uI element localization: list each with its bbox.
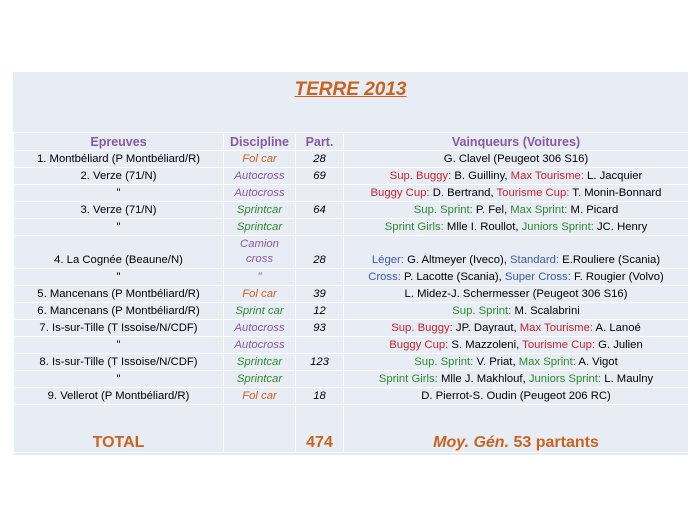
winner-category-label: Max Tourisme: <box>519 322 596 334</box>
header-discipline: Discipline <box>224 133 296 151</box>
epreuve-cell: 3. Verze (71/N) <box>14 202 224 219</box>
epreuve-cell: 2. Verze (71/N) <box>14 168 224 185</box>
participants-cell: 28 <box>296 151 344 168</box>
table-row <box>14 388 689 405</box>
discipline-cell: Fol car <box>224 151 296 168</box>
epreuve-cell: 9. Vellerot (P Montbéliard/R) <box>14 388 224 405</box>
winner-category-label: Super Cross: <box>504 271 574 283</box>
participants-cell: 64 <box>296 202 344 219</box>
winners-cell <box>344 371 689 388</box>
table-header-row <box>14 133 689 151</box>
winner-name: Mlle I. Roullot, <box>446 221 522 233</box>
winner-category-label: Sup. Buggy: <box>391 322 456 334</box>
table-row <box>14 320 689 337</box>
winner-category-label: Juniors Sprint: <box>521 221 597 233</box>
table-row <box>14 151 689 168</box>
winner-name: A. Vigot <box>578 356 618 368</box>
table-row <box>14 202 689 219</box>
winner-name: G. Altmeyer (Iveco), <box>407 254 511 266</box>
title-text: TERRE 2013 <box>294 79 407 100</box>
epreuve-cell: " <box>14 269 224 286</box>
winners-cell <box>344 320 689 337</box>
participants-cell: 12 <box>296 303 344 320</box>
header-vainqueurs: Vainqueurs (Voitures) <box>344 133 689 151</box>
discipline-cell: " <box>224 269 296 286</box>
epreuve-cell: " <box>14 371 224 388</box>
winner-name: JC. Henry <box>597 221 648 233</box>
discipline-cell: Autocross <box>224 320 296 337</box>
winners-cell <box>344 236 689 269</box>
discipline-cell: Camion cross <box>224 236 296 269</box>
winner-name: Mlle J. Makhlouf, <box>440 373 529 385</box>
winner-name: L. Maulny <box>604 373 654 385</box>
winner-name: T. Monin-Bonnard <box>572 187 662 199</box>
discipline-cell: Autocross <box>224 168 296 185</box>
winners-cell <box>344 219 689 236</box>
winner-category-label: Buggy Cup: <box>389 339 452 351</box>
discipline-cell: Fol car <box>224 388 296 405</box>
total-spacer <box>224 405 296 453</box>
winner-category-label: Tourisme Cup: <box>522 339 599 351</box>
average-label: Moy. Gén. <box>433 434 510 451</box>
winner-category-label: Cross: <box>368 271 404 283</box>
table-row <box>14 269 689 286</box>
winner-category-label: Sprint Girls: <box>384 221 447 233</box>
results-sheet <box>13 72 688 455</box>
epreuve-cell: " <box>14 219 224 236</box>
winner-category-label: Tourisme Cup: <box>496 187 573 199</box>
winner-name: M. Scalabrini <box>514 305 580 317</box>
winner-name: E.Rouliere (Scania) <box>562 254 661 266</box>
table-row <box>14 303 689 320</box>
participants-cell <box>296 219 344 236</box>
discipline-cell: Sprint car <box>224 303 296 320</box>
header-part: Part. <box>296 133 344 151</box>
winner-name: P. Lacotte (Scania), <box>404 271 505 283</box>
epreuve-cell: 1. Montbéliard (P Montbéliard/R) <box>14 151 224 168</box>
participants-cell: 39 <box>296 286 344 303</box>
table-row <box>14 168 689 185</box>
winner-name: S. Mazzoleni, <box>451 339 523 351</box>
winners-cell <box>344 151 689 168</box>
winner-category-label: Sprint Girls: <box>378 373 441 385</box>
winner-category-label: Léger: <box>371 254 408 266</box>
winners-cell <box>344 286 689 303</box>
table-row <box>14 185 689 202</box>
total-participants: 474 <box>296 405 344 453</box>
epreuve-cell: 8. Is-sur-Tille (T Issoise/N/CDF) <box>14 354 224 371</box>
winners-cell <box>344 388 689 405</box>
average-cell <box>344 405 689 453</box>
discipline-cell: Autocross <box>224 185 296 202</box>
participants-cell: 69 <box>296 168 344 185</box>
total-label: TOTAL <box>14 405 224 453</box>
total-row <box>14 405 689 453</box>
epreuve-cell: 7. Is-sur-Tille (T Issoise/N/CDF) <box>14 320 224 337</box>
table-row <box>14 236 689 269</box>
participants-cell: 93 <box>296 320 344 337</box>
discipline-cell: Sprintcar <box>224 219 296 236</box>
discipline-cell: Sprintcar <box>224 371 296 388</box>
winner-category-label: Max Sprint: <box>510 204 571 216</box>
winner-name: L. Midez-J. Schermesser (Peugeot 306 S16) <box>404 288 628 300</box>
winner-category-label: Max Tourisme: <box>510 170 588 182</box>
winner-name: B. Guilliny, <box>454 170 511 182</box>
discipline-cell: Sprintcar <box>224 202 296 219</box>
participants-cell: 123 <box>296 354 344 371</box>
winner-name: D. Bertrand, <box>432 187 497 199</box>
discipline-cell: Fol car <box>224 286 296 303</box>
winner-name: A. Lanoé <box>595 322 641 334</box>
winners-cell <box>344 337 689 354</box>
winner-category-label: Juniors Sprint: <box>528 373 605 385</box>
epreuve-cell: " <box>14 185 224 202</box>
table-row <box>14 286 689 303</box>
winner-name: G. Julien <box>598 339 643 351</box>
winners-cell <box>344 303 689 320</box>
results-table <box>13 132 689 453</box>
winner-name: G. Clavel (Peugeot 306 S16) <box>443 153 589 165</box>
winner-name: D. Pierrot-S. Oudin (Peugeot 206 RC) <box>421 390 611 402</box>
participants-cell <box>296 185 344 202</box>
winner-name: L. Jacquier <box>587 170 643 182</box>
discipline-cell: Autocross <box>224 337 296 354</box>
winners-cell <box>344 354 689 371</box>
winners-cell <box>344 168 689 185</box>
winner-name: M. Picard <box>570 204 619 216</box>
winner-name: V. Priat, <box>476 356 519 368</box>
participants-cell <box>296 371 344 388</box>
table-row <box>14 354 689 371</box>
table-row <box>14 219 689 236</box>
participants-cell <box>296 269 344 286</box>
winner-category-label: Buggy Cup: <box>370 187 433 199</box>
winner-name: F. Rougier (Volvo) <box>573 271 664 283</box>
participants-cell: 28 <box>296 236 344 269</box>
epreuve-cell: 6. Mancenans (P Montbéliard/R) <box>14 303 224 320</box>
epreuve-cell: " <box>14 337 224 354</box>
winner-category-label: Max Sprint: <box>518 356 579 368</box>
participants-cell: 18 <box>296 388 344 405</box>
winners-cell <box>344 269 689 286</box>
table-row <box>14 371 689 388</box>
winner-category-label: Sup. Sprint: <box>452 305 515 317</box>
epreuve-cell: 4. La Cognée (Beaune/N) <box>14 236 224 269</box>
discipline-cell: Sprintcar <box>224 354 296 371</box>
average-value: 53 partants <box>513 434 599 451</box>
winner-name: JP. Dayraut, <box>455 322 520 334</box>
header-epreuves: Epreuves <box>14 133 224 151</box>
winners-cell <box>344 185 689 202</box>
table-row <box>14 337 689 354</box>
winner-category-label: Sup. Sprint: <box>413 204 476 216</box>
winner-name: P. Fel, <box>475 204 511 216</box>
winner-category-label: Standard: <box>510 254 563 266</box>
epreuve-cell: 5. Mancenans (P Montbéliard/R) <box>14 286 224 303</box>
participants-cell <box>296 337 344 354</box>
page-title <box>13 79 688 101</box>
winner-category-label: Sup. Buggy: <box>389 170 455 182</box>
winner-category-label: Sup. Sprint: <box>414 356 477 368</box>
winners-cell <box>344 202 689 219</box>
